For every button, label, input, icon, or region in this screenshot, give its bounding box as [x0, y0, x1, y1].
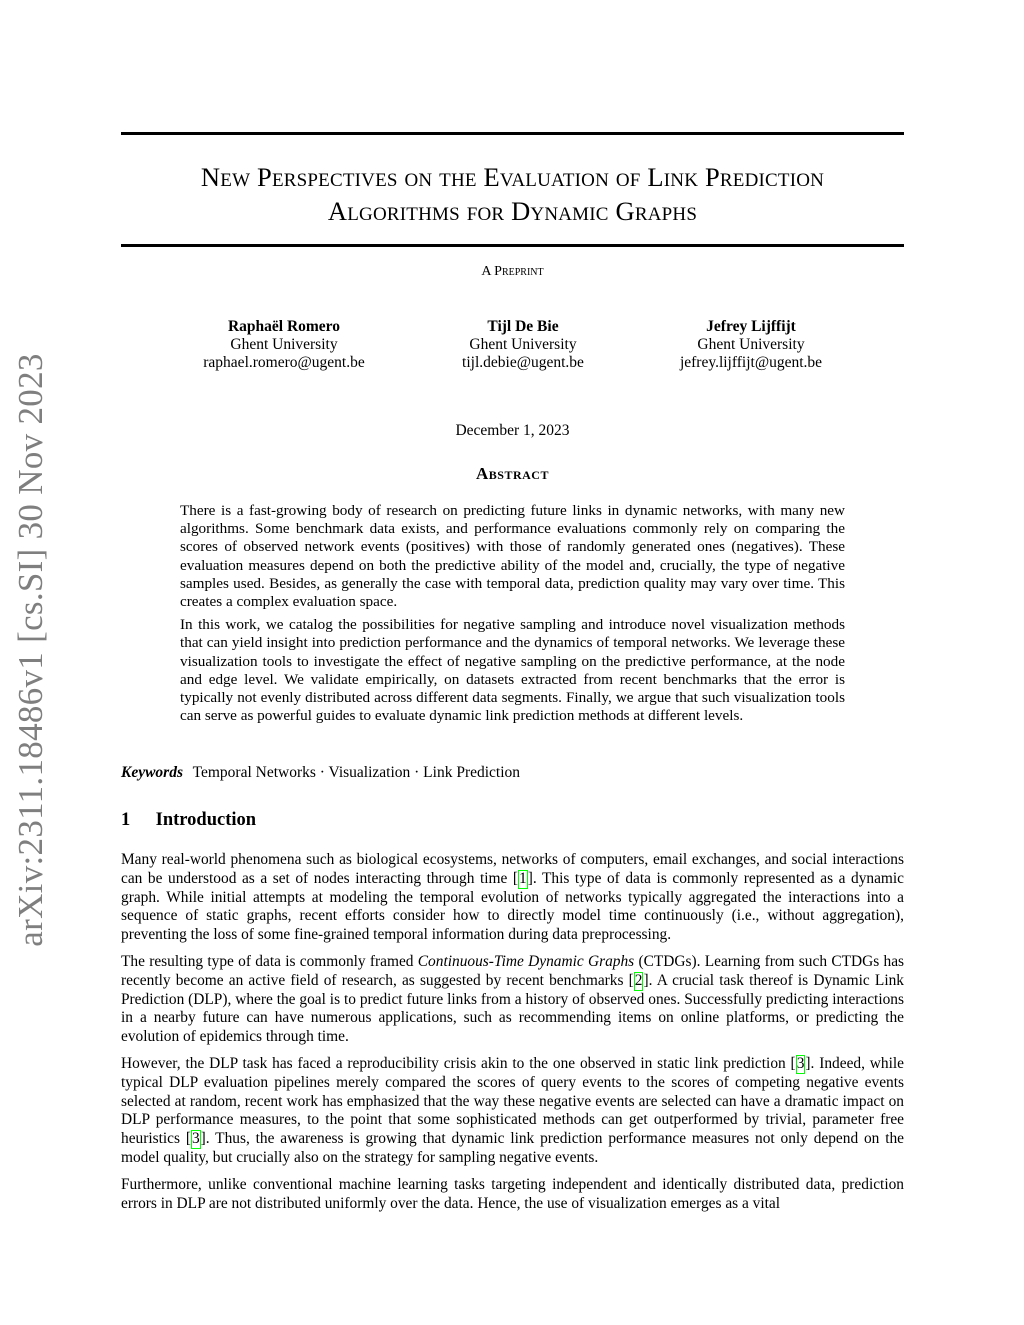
intro-paragraph-1: Many real-world phenomena such as biological ecosystems, networks of computers, email exchanges, and social interactions can be understood as a set of nodes interacting through time [1]. This type of data is commonly represented as a dynamic graph. While initial attempts at modeling the temporal evolution of networks typically aggregated the interactions into a sequence of static graphs, recent efforts consider how to directly model time continuously (i.e., without aggregation), preventing the loss of some fine-grained temporal information during data preprocessing. — [121, 851, 904, 944]
abstract-paragraph-1: There is a fast-growing body of research on predicting future links in dynamic networks, with many new algorithms. Some benchmark data exists, and performance evaluations commonly rely on comparing the scores of observed network events (positives) with those of randomly generated ones (negatives). These evaluation measures depend on both the predictive ability of the model and, crucially, the type of negative samples used. Besides, as generally the case with temporal data, prediction quality may vary over time. This creates a complex evaluation space. — [180, 502, 845, 611]
author-affiliation: Ghent University — [697, 336, 805, 353]
author-block-1 — [164, 318, 404, 372]
author-name: Tijl De Bie — [487, 318, 559, 335]
intro-paragraph-2: The resulting type of data is commonly framed Continuous-Time Dynamic Graphs (CTDGs). Learning from such CTDGs has recently become an active field of research, as suggested by recent benchmarks [2]. A crucial task thereof is Dynamic Link Prediction (DLP), where the goal is to predict future links from a history of observed ones. Successfully predicting interactions in a nearby future can have numerous applications, such as recommending items on online platforms, or predicting the evolution of epidemics through time. — [121, 952, 905, 1046]
keywords-label: Keywords — [121, 764, 183, 781]
author-email: tijl.debie@ugent.be — [462, 354, 584, 371]
author-block-2 — [403, 318, 643, 372]
keywords-line — [121, 764, 520, 782]
citation-link[interactable]: 3 — [191, 1130, 200, 1148]
abstract-paragraph-2: In this work, we catalog the possibilities for negative sampling and introduce novel visualization methods that can yield insight into prediction performance and the dynamics of temporal networks. We leverage these visualization tools to investigate the effect of negative sampling on the predictive performance, at the node and edge level. We validate empirically, on datasets extracted from recent benchmarks that the error is typically not evenly distributed across different data segments. Finally, we argue that such visualization tools can serve as powerful guides to evaluate dynamic link prediction methods at different levels. — [180, 616, 845, 725]
introduction-body — [121, 851, 904, 1221]
publication-date: December 1, 2023 — [455, 422, 570, 439]
author-name: Raphaël Romero — [227, 318, 341, 335]
section-title: Introduction — [155, 810, 257, 830]
citation-link[interactable]: 2 — [634, 971, 643, 989]
title-line-2: Algorithms for Dynamic Graphs — [327, 196, 698, 226]
title-bottom-rule — [121, 244, 904, 247]
section-heading-introduction — [121, 810, 256, 831]
abstract-body — [180, 502, 845, 730]
intro-paragraph-4: Furthermore, unlike conventional machine learning tasks targeting independent and identically distributed data, prediction errors in DLP are not distributed uniformly over the data. Hence, the use of visualization emerges as a vital — [121, 1175, 904, 1212]
keywords-list: Temporal Networks · Visualization · Link Prediction — [192, 764, 521, 781]
author-email: raphael.romero@ugent.be — [203, 354, 365, 371]
citation-link[interactable]: 1 — [519, 869, 527, 887]
author-affiliation: Ghent University — [469, 336, 577, 353]
author-block-3 — [631, 318, 871, 372]
section-number: 1 — [121, 810, 131, 830]
paper-title — [121, 160, 904, 228]
title-line-1: New Perspectives on the Evaluation of Link Prediction — [200, 162, 825, 192]
emphasized-term: Continuous-Time Dynamic Graphs — [417, 952, 635, 970]
intro-paragraph-3: However, the DLP task has faced a reproducibility crisis akin to the one observed in static link prediction [3]. Indeed, while typical DLP evaluation pipelines merely compared the scores of query events to the scores of competing negative events selected at random, recent work has emphasized that the way these negative events are selected can have a dramatic impact on DLP performance measures, to the point that some sophisticated methods can get outperformed by trivial, parameter free heuristics [3]. Thus, the awareness is growing that dynamic link prediction performance measures not only depend on the model quality, but crucially also on the strategy for sampling negative events. — [121, 1054, 904, 1166]
abstract-heading: Abstract — [476, 464, 549, 483]
arxiv-identifier-stamp: arXiv:2311.18486v1 [cs.SI] 30 Nov 2023 — [11, 353, 50, 947]
title-top-rule — [121, 132, 904, 135]
preprint-label: A Preprint — [481, 264, 544, 279]
author-affiliation: Ghent University — [230, 336, 338, 353]
author-name: Jefrey Lijffijt — [706, 318, 796, 335]
author-email: jefrey.lijffijt@ugent.be — [679, 354, 823, 371]
citation-link[interactable]: 3 — [796, 1054, 805, 1072]
